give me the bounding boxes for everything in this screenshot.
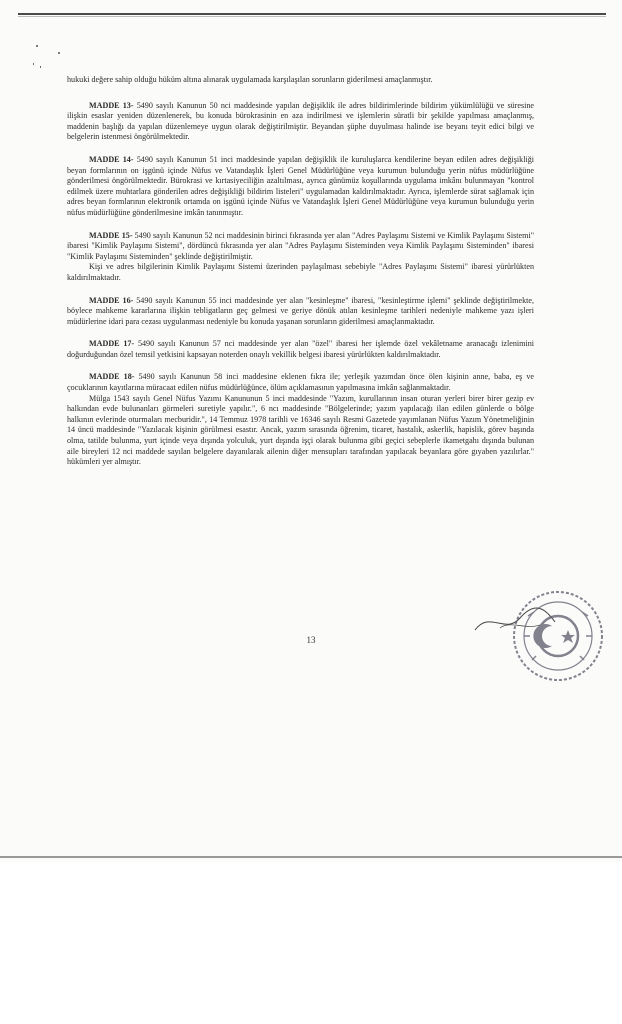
- madde-15-text: 5490 sayılı Kanunun 52 nci maddesinin birinci fıkrasında yer alan "Adres Paylaşımı Sistemi ve Kimlik Paylaşımı Sistemi" ibaresi "Kimlik Paylaşımı Sistemi", dördüncü fıkrasında yer alan "Adres Paylaşımı Sisteminden veya Kimlik Paylaşımı Sisteminden" ibaresi "Kimlik Paylaşımı Sisteminden" şeklinde değiştirilmiştir.: [67, 230, 534, 261]
- madde-14-text: 5490 sayılı Kanunun 51 inci maddesinde yapılan değişiklik ile kuruluşlarca kendilerine beyan edilen adres değişikliği beyan formlarının on işgünü içinde Nüfus ve Vatandaşlık İşleri Genel Müdürlüğüne veya kurumun bulunduğu yerin nüfus müdürlüğüne gönderilmesi öngörülmektedir. Bürokrasi ve kırtasiyeciliğin azaltılması, ayrıca günümüz koşullarında uygulama imkânı bulunmayan "kontrol edilmek üzere muhtarlara gönderilen adres değişikliği bildirim listeleri" uygulamadan kaldırılmaktadır. Ayrıca, işlemlerde sürat sağlamak için adres beyan formlarının elektronik ortamda on işgünü içinde Nüfus ve Vatandaşlık İşleri Genel Müdürlüğüne veya kurumun bulunduğu yerin nüfus müdürlüğüne gönderilmesine imkân tanınmıştır.: [67, 154, 535, 217]
- paragraph-madde-13: [67, 101, 534, 143]
- madde-14-heading: MADDE 14-: [89, 154, 134, 164]
- paragraph-madde-18: [67, 372, 534, 393]
- madde-17-text: 5490 sayılı Kanunun 57 nci maddesinde yer alan "özel" ibaresi her işlemde özel vekâletname aranacağı izlenimini doğurduğundan özel temsil yetkisini kapsayan noterden onaylı vekillik belgesi ibaresi yürürlükten kaldırılmaktadır.: [67, 339, 534, 359]
- top-border-line: [18, 13, 606, 15]
- paragraph-madde-17: [67, 339, 534, 360]
- madde-18-text: 5490 sayılı Kanunun 58 inci maddesine eklenen fıkra ile; yerleşik yazımdan önce ölen kişinin anne, baba, eş ve çocuklarının kayıtlarına müracaat edilen nüfus müdürlüğünce, ölüm açıklamasının yapılmasına imkân sağlanmaktadır.: [67, 372, 534, 393]
- paragraph-continuation: hukuki değere sahip olduğu hüküm altına alınarak uygulamada karşılaşılan sorunların giderilmesi amaçlanmıştır.: [67, 75, 433, 84]
- official-seal-icon: [508, 586, 608, 686]
- madde-13-text: 5490 sayılı Kanunun 50 nci maddesinde yapılan değişiklik ile adres bildirimlerinde bildirim yükümlülüğü ve süresine ilişkin esaslar yeniden düzenlenerek, bu konuda bürokrasinin en aza indirilmesi ve işlemlerin süratli bir şekilde yapılması amaçlanmış, maddenin başlığı da yapılan düzenlemeye uygun olarak değiştirilmiştir. Beyandan şüphe duyulması halinde ise beyanı teyit edici bilgi ve belgelerin istenmesi öngörülmektedir.: [67, 100, 535, 142]
- scan-speck: [58, 52, 60, 54]
- paragraph-madde-18-b: Mülga 1543 sayılı Genel Nüfus Yazımı Kanununun 5 inci maddesinde "Yazım, kurullarının insan oturan yerleri birer birer gezip ev halkından evde bulunanları görmeleri suretiyle yapılır.", 6 ncı maddesinde "Bölgelerinde; yazım yapılacağı ilan edilen günlerde o bölge halkının evlerinde oturmaları mecburidir.", 14 Temmuz 1978 tarihli ve 16346 sayılı Resmi Gazetede yayımlanan Nüfus Yazım Yönetmeliğinin 14 üncü maddesinde "Yazılacak kişinin görülmesi esastır. Ancak, yazım sırasında öğrenim, ticaret, hastalık, askerlik, hapislik, görev başında olma, tatilde bulunma, yurt içinde veya dışında yolculuk, yurt dışında işçi olarak bulunma gibi geçici sebeplerle ikametgahı dışında bulunan aile bireyleri 12 nci maddede sayılan belgelere dayanılarak ailenin diğer mensupları tarafından yapılacak beyanlara göre gıyaben yazılırlar." hükümleri yer almıştır.: [67, 393, 534, 467]
- madde-16-text: 5490 sayılı Kanunun 55 inci maddesinde yer alan "kesinleşme" ibaresi, "kesinleştirme işlemi" şeklinde değiştirilmekte, böylece mahkeme kararlarına ilişkin tebligatların geç gelmesi ve geriye dönük atılan kesinleşme tarihleri nedeniyle mahkeme yazı işleri müdürlerine idari para cezası uygulanması nedeniyle bu konuda yaşanan sorunların giderilmesi amaçlanmaktadır.: [67, 295, 534, 326]
- bottom-border-line: [0, 856, 622, 858]
- paragraph-madde-14: [67, 155, 534, 219]
- page-number: 13: [306, 635, 316, 645]
- madde-15-heading: MADDE 15-: [89, 230, 133, 240]
- madde-18-heading: MADDE 18-: [89, 372, 135, 382]
- scan-speck: [40, 66, 41, 68]
- top-border-shadow: [18, 16, 606, 17]
- paragraph-madde-15: [67, 231, 534, 263]
- madde-13-heading: MADDE 13-: [89, 100, 134, 110]
- paragraph-madde-16: [67, 296, 534, 328]
- madde-16-heading: MADDE 16-: [89, 295, 134, 305]
- scan-speck: [36, 45, 38, 47]
- madde-17-heading: MADDE 17-: [89, 339, 135, 349]
- document-body: [67, 75, 534, 468]
- paragraph-madde-15-b: Kişi ve adres bilgilerinin Kimlik Paylaşımı Sistemi üzerinden paylaşılması sebebiyle "Adres Paylaşımı Sistemi" ibaresi yürürlükten kaldırılmaktadır.: [67, 262, 534, 282]
- scan-speck: [33, 63, 34, 65]
